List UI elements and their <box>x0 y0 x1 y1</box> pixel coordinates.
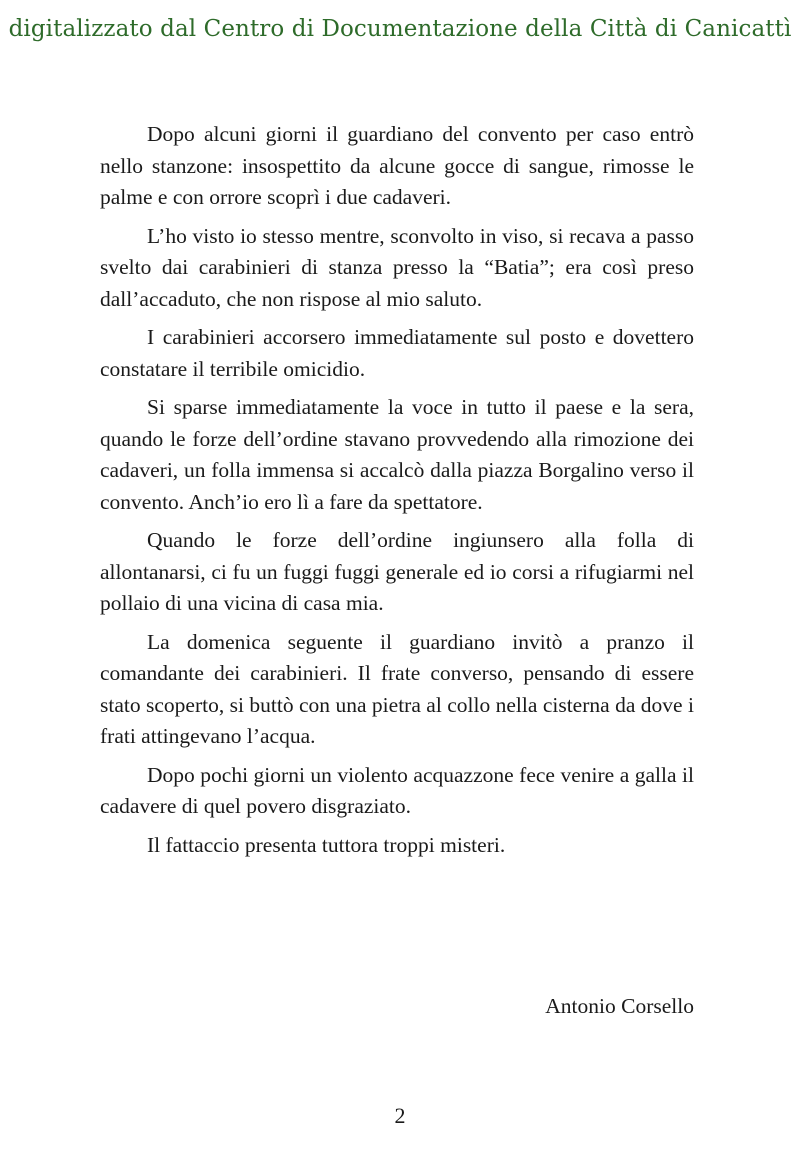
paragraph: Il fattaccio presenta tuttora troppi misteri. <box>147 832 506 857</box>
paragraph: Dopo pochi giorni un violento acquazzone fece venire a galla il cadavere di quel povero disgraziato. <box>100 762 694 818</box>
paragraph: La domenica seguente il guardiano invitò a pranzo il comandante dei carabinieri. Il frate converso, pensando di essere stato scoperto, si buttò con una pietra al collo nella cisterna da dove i frati attingevano l’acqua. <box>100 629 694 748</box>
page-number: 2 <box>394 1103 406 1128</box>
author-signature: Antonio Corsello <box>545 994 694 1018</box>
document-body <box>100 119 694 868</box>
paragraph: L’ho visto io stesso mentre, sconvolto in viso, si recava a passo svelto dai carabinieri di stanza presso la “Batia”; era così preso dall’accaduto, che non rispose al mio saluto. <box>100 223 694 311</box>
paragraph: Si sparse immediatamente la voce in tutto il paese e la sera, quando le forze dell’ordine stavano provvedendo alla rimozione dei cadaveri, un folla immensa si accalcò dalla piazza Borgalino verso il convento. Anch’io ero lì a fare da spettatore. <box>100 395 694 514</box>
paragraph: Quando le forze dell’ordine ingiunsero alla folla di allontanarsi, ci fu un fuggi fuggi generale ed io corsi a rifugiarmi nel pollaio di una vicina di casa mia. <box>100 528 694 615</box>
paragraph: Dopo alcuni giorni il guardiano del convento per caso entrò nello stanzone: insospettito da alcune gocce di sangue, rimosse le palme e con orrore scoprì i due cadaveri. <box>100 122 694 209</box>
paragraph: I carabinieri accorsero immediatamente sul posto e dovettero constatare il terribile omicidio. <box>100 325 694 381</box>
digitization-header: digitalizzato dal Centro di Documentazione della Città di Canicattì <box>8 16 792 42</box>
